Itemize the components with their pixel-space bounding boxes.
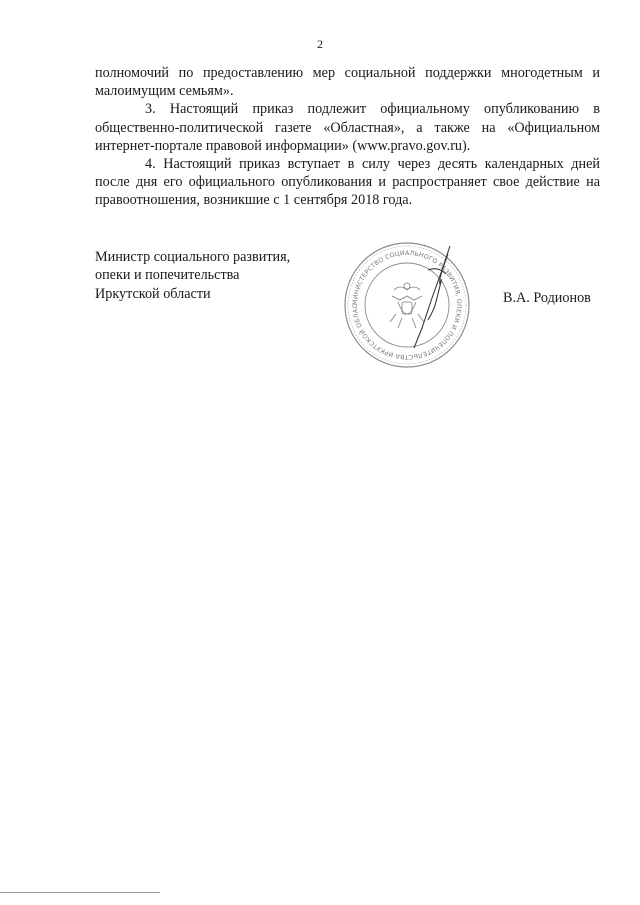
page-number: 2 [317, 37, 323, 51]
signatory-name: В.А. Родионов [503, 290, 591, 306]
signatory-title-line: Иркутской области [95, 285, 211, 302]
svg-text:МИНИСТЕРСТВО СОЦИАЛЬНОГО РАЗВИ: МИНИСТЕРСТВО СОЦИАЛЬНОГО РАЗВИТИЯ, ОПЕКИ И ПОПЕЧИТЕЛЬСТВА ИРКУТСКОЙ ОБЛАС [351, 249, 463, 361]
document-body [95, 64, 600, 210]
paragraph-continuation: полномочий по предоставлению мер социальной поддержки многодетным и малоимущим семьям». [95, 65, 600, 100]
signatory-title-line: Министр социального развития, [95, 249, 291, 265]
paragraph-item-4: 4. Настоящий приказ вступает в силу через десять календарных дней после дня его официального опубликования и распространяет свое действие на правоотношения, возникшие с 1 сентября 2018 года. [95, 156, 600, 209]
paragraph-item-3: 3. Настоящий приказ подлежит официальному опубликованию в общественно-политической газете «Областная», а также на «Официальном интернет-портале правовой информации» (www.pravo.gov.ru). [95, 101, 600, 154]
seal-icon [342, 240, 472, 370]
signatory-title [95, 248, 335, 303]
footer-divider [0, 892, 160, 893]
signatory-title-line: опеки и попечительства [95, 267, 240, 284]
official-seal-stamp [342, 240, 472, 370]
